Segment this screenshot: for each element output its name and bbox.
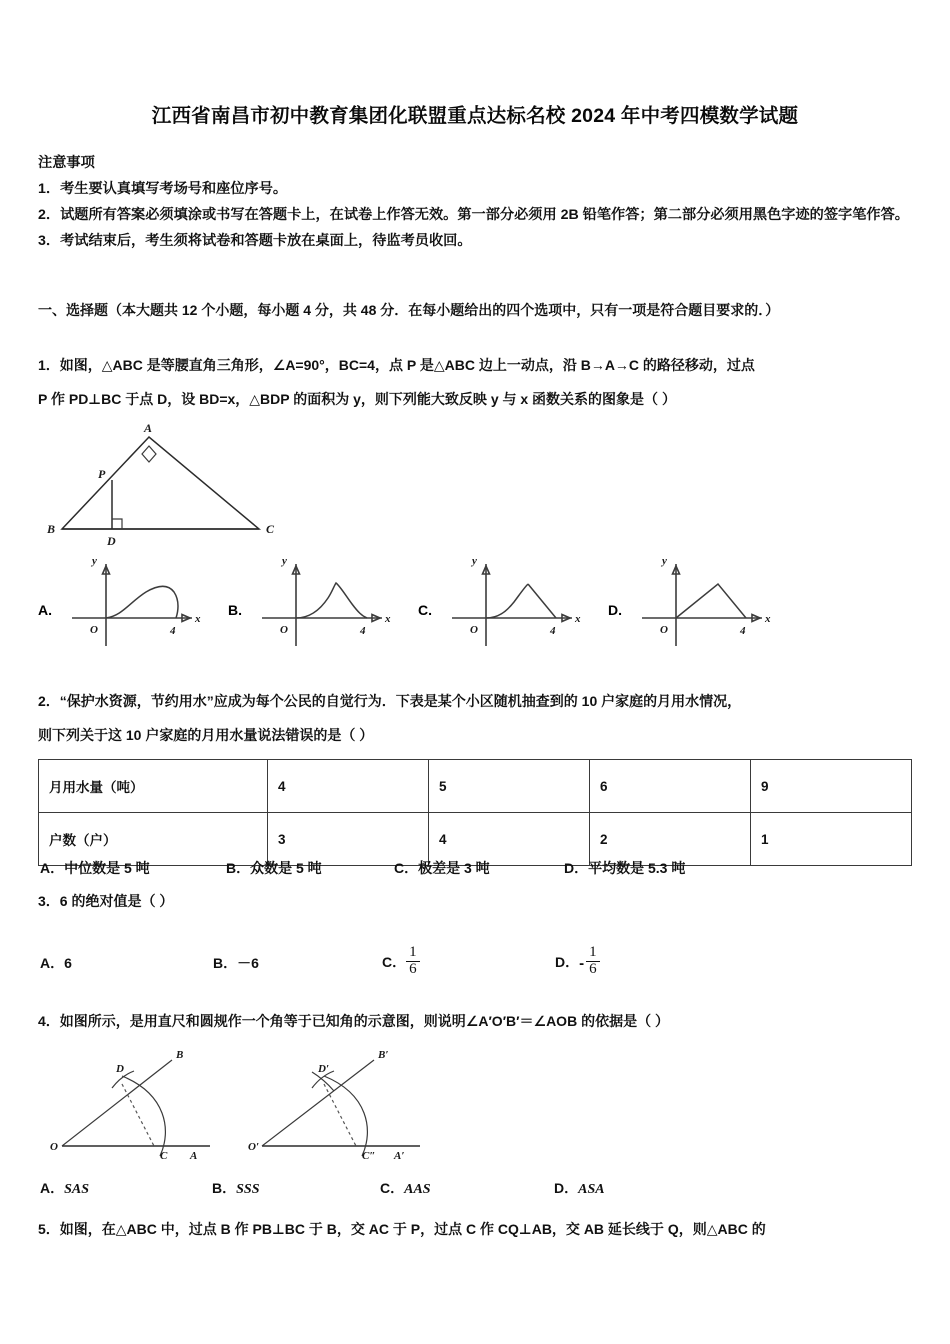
svg-text:x: x (765, 613, 771, 625)
minus-sign: - (579, 954, 585, 972)
fraction-denominator: 6 (406, 961, 420, 978)
question-4-option-a[interactable] (40, 1178, 212, 1198)
question-3-option-a[interactable] (40, 953, 213, 973)
question-4-compass-figures (50, 1046, 470, 1170)
table-cell: 4 (268, 760, 429, 813)
svg-text:B′: B′ (378, 1049, 389, 1061)
question-4-option-b[interactable] (212, 1178, 380, 1198)
graph-option-a-letter: A. (38, 602, 52, 618)
svg-text:y: y (92, 555, 97, 567)
table-cell: 4 (429, 813, 590, 866)
question-1-triangle-figure (44, 412, 304, 547)
notice-heading: 注意事项 (38, 155, 95, 171)
fraction-numerator: 1 (409, 943, 417, 960)
question-3-option-b-letter: B． (213, 955, 238, 971)
svg-text:y: y (662, 555, 667, 567)
question-3-option-d[interactable] (555, 943, 600, 980)
graph-option-b-letter: B. (228, 602, 242, 618)
svg-text:P: P (98, 467, 106, 481)
graph-option-b (228, 550, 418, 648)
svg-text:O: O (50, 1141, 58, 1153)
svg-text:y: y (282, 555, 287, 567)
svg-text:D′: D′ (318, 1063, 330, 1075)
question-3-option-c[interactable] (382, 943, 555, 980)
question-5-line-1: 5．如图，在△ABC 中，过点 B 作 PB⊥BC 于 B，交 AC 于 P，过点 C 作 CQ⊥AB，交 AB 延长线于 Q，则△ABC 的 (38, 1221, 766, 1237)
question-4-option-c[interactable] (380, 1178, 554, 1198)
svg-text:y: y (472, 555, 477, 567)
question-4-option-d-value: ASA (578, 1182, 605, 1197)
svg-text:A′: A′ (394, 1150, 405, 1162)
question-3-options (40, 938, 600, 988)
question-2-option-a[interactable]: A．中位数是 5 吨 (40, 860, 150, 876)
water-usage-table (38, 759, 912, 866)
question-4-line-1: 4．如图所示，是用直尺和圆规作一个角等于已知角的示意图，则说明∠A′O′B′＝∠AOB 的依据是（ ） (38, 1013, 669, 1029)
table-cell: 1 (751, 813, 912, 866)
question-4-option-c-value: AAS (404, 1182, 431, 1197)
notice-item-1: 1．考生要认真填写考场号和座位序号。 (38, 181, 288, 197)
svg-text:O: O (660, 624, 668, 636)
graph-option-d (608, 550, 798, 648)
question-3-option-c-letter: C． (382, 953, 407, 970)
svg-text:B: B (47, 522, 56, 536)
question-3-option-a-value: 6 (64, 955, 72, 971)
svg-text:A: A (190, 1150, 198, 1162)
notice-section (38, 150, 914, 254)
table-cell: 3 (268, 813, 429, 866)
svg-text:x: x (195, 613, 201, 625)
notice-item-3: 3．考试结束后，考生须将试卷和答题卡放在桌面上，待监考员收回。 (38, 233, 472, 249)
question-2-line-2: 则下列关于这 10 户家庭的月用水量说法错误的是（ ） (38, 727, 374, 743)
table-cell: 2 (590, 813, 751, 866)
section-heading: 一、选择题（本大题共 12 个小题，每小题 4 分，共 48 分．在每小题给出的四个选项中，只有一项是符合题目要求的．） (38, 302, 780, 318)
svg-text:4: 4 (740, 625, 746, 637)
question-2-line-1: 2．“保护水资源，节约用水”应成为每个公民的自觉行为．下表是某个小区随机抽查到的 10 户家庭的月用水情况， (38, 693, 742, 709)
table-row-header: 户数（户） (39, 813, 268, 866)
fraction-negative-one-sixth (586, 945, 600, 978)
notice-item-2: 2．试题所有答案必须填涂或书写在答题卡上，在试卷上作答无效。第一部分必须用 2B 铅笔作答；第二部分必须用黑色字迹的签字笔作答。 (38, 207, 909, 223)
fraction-denominator: 6 (586, 961, 600, 978)
svg-text:4: 4 (170, 625, 176, 637)
svg-text:D: D (107, 534, 116, 548)
table-cell: 5 (429, 760, 590, 813)
question-3-line-1: 3．6 的绝对值是（ ） (38, 893, 174, 909)
question-1-line-2: P 作 PD⊥BC 于点 D，设 BD=x，△BDP 的面积为 y，则下列能大致反映 y 与 x 函数关系的图象是（ ） (38, 391, 676, 407)
svg-text:C″: C″ (362, 1150, 376, 1162)
svg-text:O: O (90, 624, 98, 636)
table-row-header: 月用水量（吨） (39, 760, 268, 813)
svg-text:O′: O′ (248, 1141, 260, 1153)
question-3-option-d-letter: D． (555, 953, 580, 970)
question-3-option-b-value: －6 (237, 955, 259, 971)
page-title: 江西省南昌市初中教育集团化联盟重点达标名校 2024 年中考四模数学试题 (151, 105, 799, 127)
svg-text:C: C (266, 522, 275, 536)
svg-text:C: C (160, 1150, 168, 1162)
svg-text:O: O (470, 624, 478, 636)
fraction-one-sixth (406, 945, 420, 978)
graph-option-a (38, 550, 228, 648)
question-1-line-1: 1．如图，△ABC 是等腰直角三角形，∠A=90°，BC=4，点 P 是△ABC 边上一动点，沿 B→A→C 的路径移动，过点 (38, 357, 755, 373)
question-3-option-b[interactable] (213, 953, 382, 973)
question-2-options (40, 858, 685, 878)
question-1-graph-options (38, 550, 928, 648)
question-3-option-a-letter: A． (40, 955, 65, 971)
graph-option-d-letter: D. (608, 602, 622, 618)
svg-text:O: O (280, 624, 288, 636)
question-4-option-b-value: SSS (236, 1182, 260, 1197)
table-row (39, 760, 912, 813)
fraction-numerator: 1 (589, 943, 597, 960)
svg-text:D: D (116, 1063, 124, 1075)
svg-text:4: 4 (360, 625, 366, 637)
svg-text:A: A (144, 421, 153, 435)
question-4-option-d-letter: D． (554, 1180, 579, 1196)
svg-text:x: x (385, 613, 391, 625)
graph-option-c-letter: C. (418, 602, 432, 618)
question-4-options (40, 1178, 605, 1198)
question-4-option-c-letter: C． (380, 1180, 405, 1196)
table-cell: 6 (590, 760, 751, 813)
question-4-option-d[interactable] (554, 1178, 605, 1198)
table-cell: 9 (751, 760, 912, 813)
question-4-option-a-letter: A． (40, 1180, 65, 1196)
graph-option-c (418, 550, 608, 648)
question-2-option-b[interactable]: B．众数是 5 吨 (226, 860, 322, 876)
question-4-option-b-letter: B． (212, 1180, 237, 1196)
question-4-option-a-value: SAS (64, 1182, 90, 1197)
svg-text:4: 4 (550, 625, 556, 637)
question-2-option-c[interactable]: C．极差是 3 吨 (394, 860, 490, 876)
svg-text:B: B (176, 1049, 184, 1061)
question-2-option-d[interactable]: D．平均数是 5.3 吨 (564, 860, 686, 876)
svg-text:x: x (575, 613, 581, 625)
